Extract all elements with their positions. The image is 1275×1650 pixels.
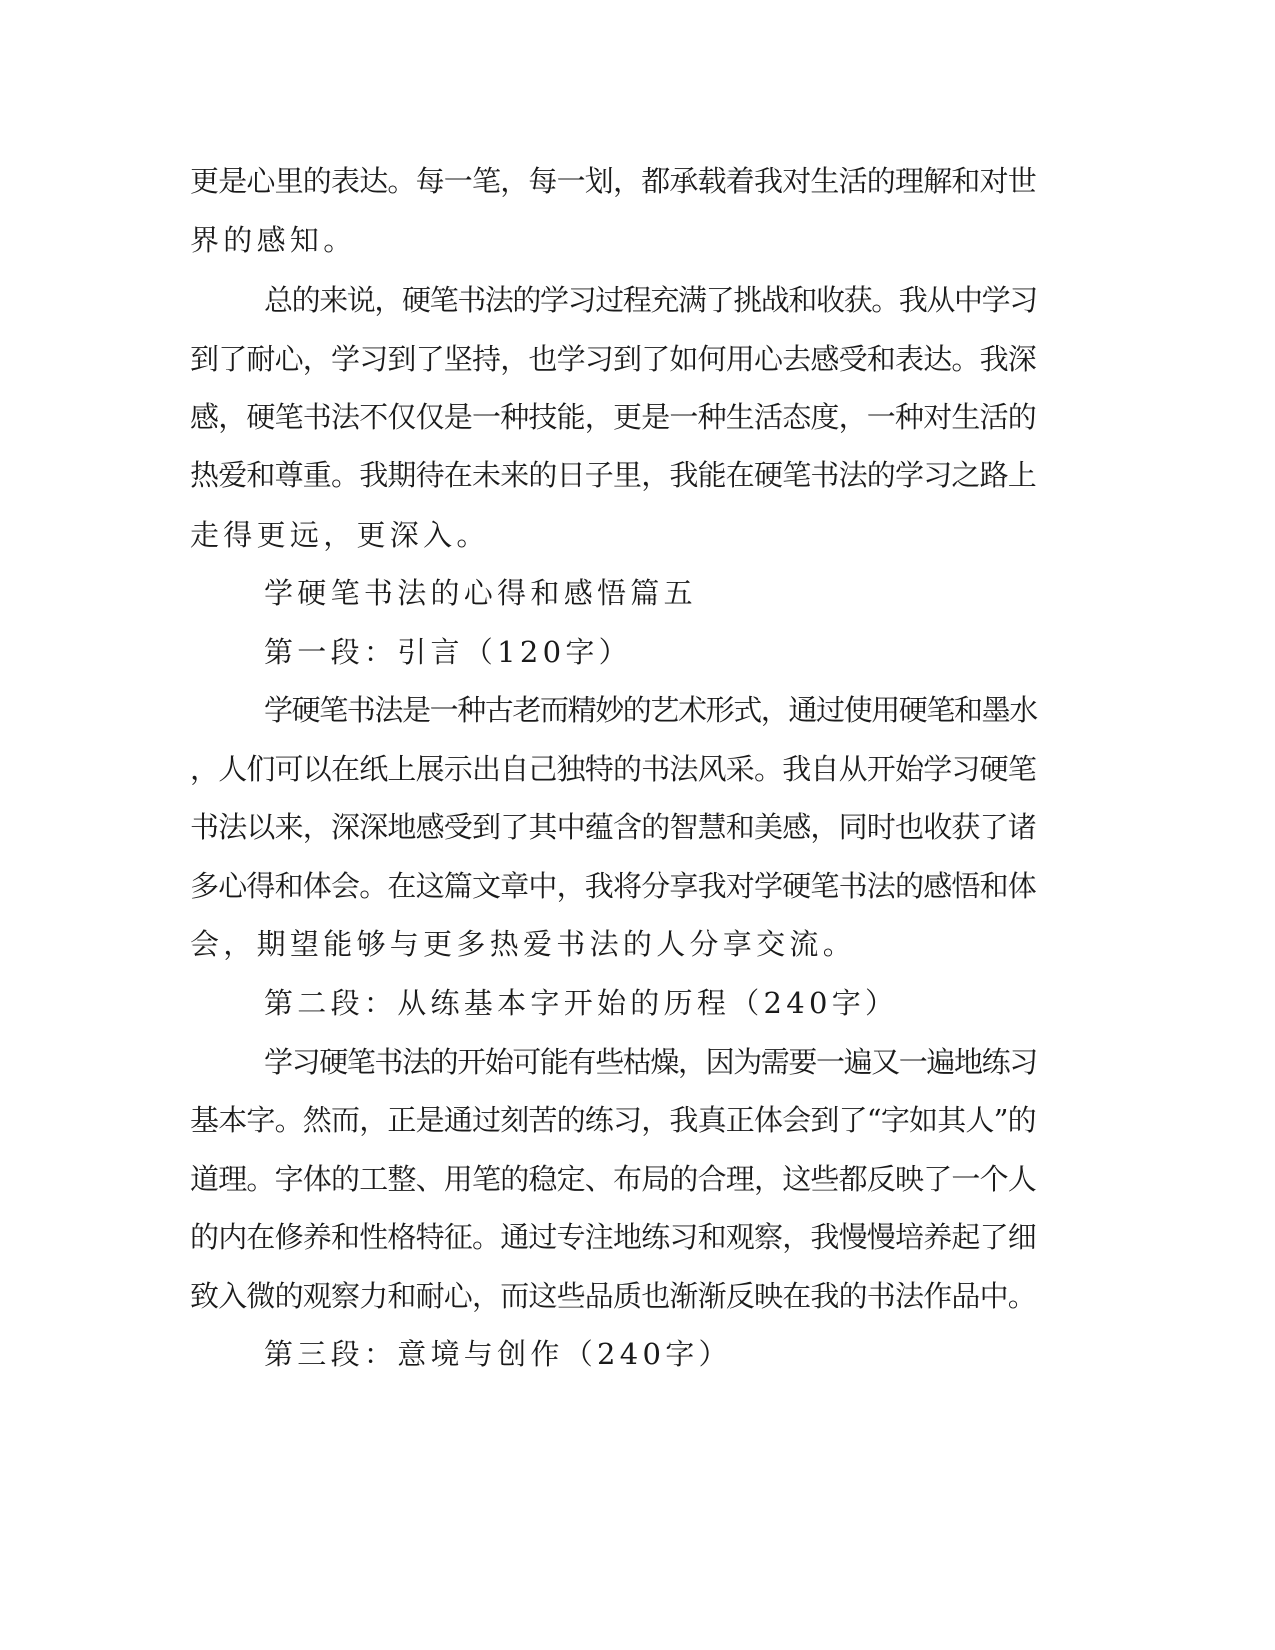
text-line-13: 多心得和体会。在这篇文章中，我将分享我对学硬笔书法的感悟和体 [190,869,1037,903]
text-line-7: 走得更远，更深入。 [190,518,490,552]
text-line-18: 道理。字体的工整、用笔的稳定、布局的合理，这些都反映了一个人 [190,1162,1037,1196]
text-line-11: ，人们可以在纸上展示出自己独特的书法风采。我自从开始学习硬笔 [190,752,1037,786]
text-line-2: 界的感知。 [190,223,357,257]
text-line-12: 书法以来，深深地感受到了其中蕴含的智慧和美感，同时也收获了诸 [190,810,1037,844]
article-heading: 学硬笔书法的心得和感悟篇五 [264,576,697,610]
text-line-14: 会，期望能够与更多热爱书法的人分享交流。 [190,927,857,961]
text-line-1: 更是心里的表达。每一笔，每一划，都承载着我对生活的理解和对世 [190,164,1037,198]
text-line-6: 热爱和尊重。我期待在未来的日子里，我能在硬笔书法的学习之路上 [190,458,1037,492]
section-heading-2: 第二段：从练基本字开始的历程（240字） [264,986,899,1020]
text-line-17: 基本字。然而，正是通过刻苦的练习，我真正体会到了“字如其人”的 [190,1103,1036,1137]
section-heading-1: 第一段：引言（120字） [264,635,632,669]
text-line-5: 感，硬笔书法不仅仅是一种技能，更是一种生活态度，一种对生活的 [190,400,1037,434]
text-line-19: 的内在修养和性格特征。通过专注地练习和观察，我慢慢培养起了细 [190,1220,1037,1254]
text-line-4: 到了耐心，学习到了坚持，也学习到了如何用心去感受和表达。我深 [190,342,1037,376]
paragraph-intro-start: 学硬笔书法是一种古老而精妙的艺术形式，通过使用硬笔和墨水 [264,693,1037,727]
paragraph-summary-start: 总的来说，硬笔书法的学习过程充满了挑战和收获。我从中学习 [264,283,1037,317]
text-line-20: 致入微的观察力和耐心，而这些品质也渐渐反映在我的书法作品中。 [190,1279,1037,1313]
paragraph-practice-start: 学习硬笔书法的开始可能有些枯燥，因为需要一遍又一遍地练习 [264,1045,1037,1079]
section-heading-3: 第三段：意境与创作（240字） [264,1337,732,1371]
